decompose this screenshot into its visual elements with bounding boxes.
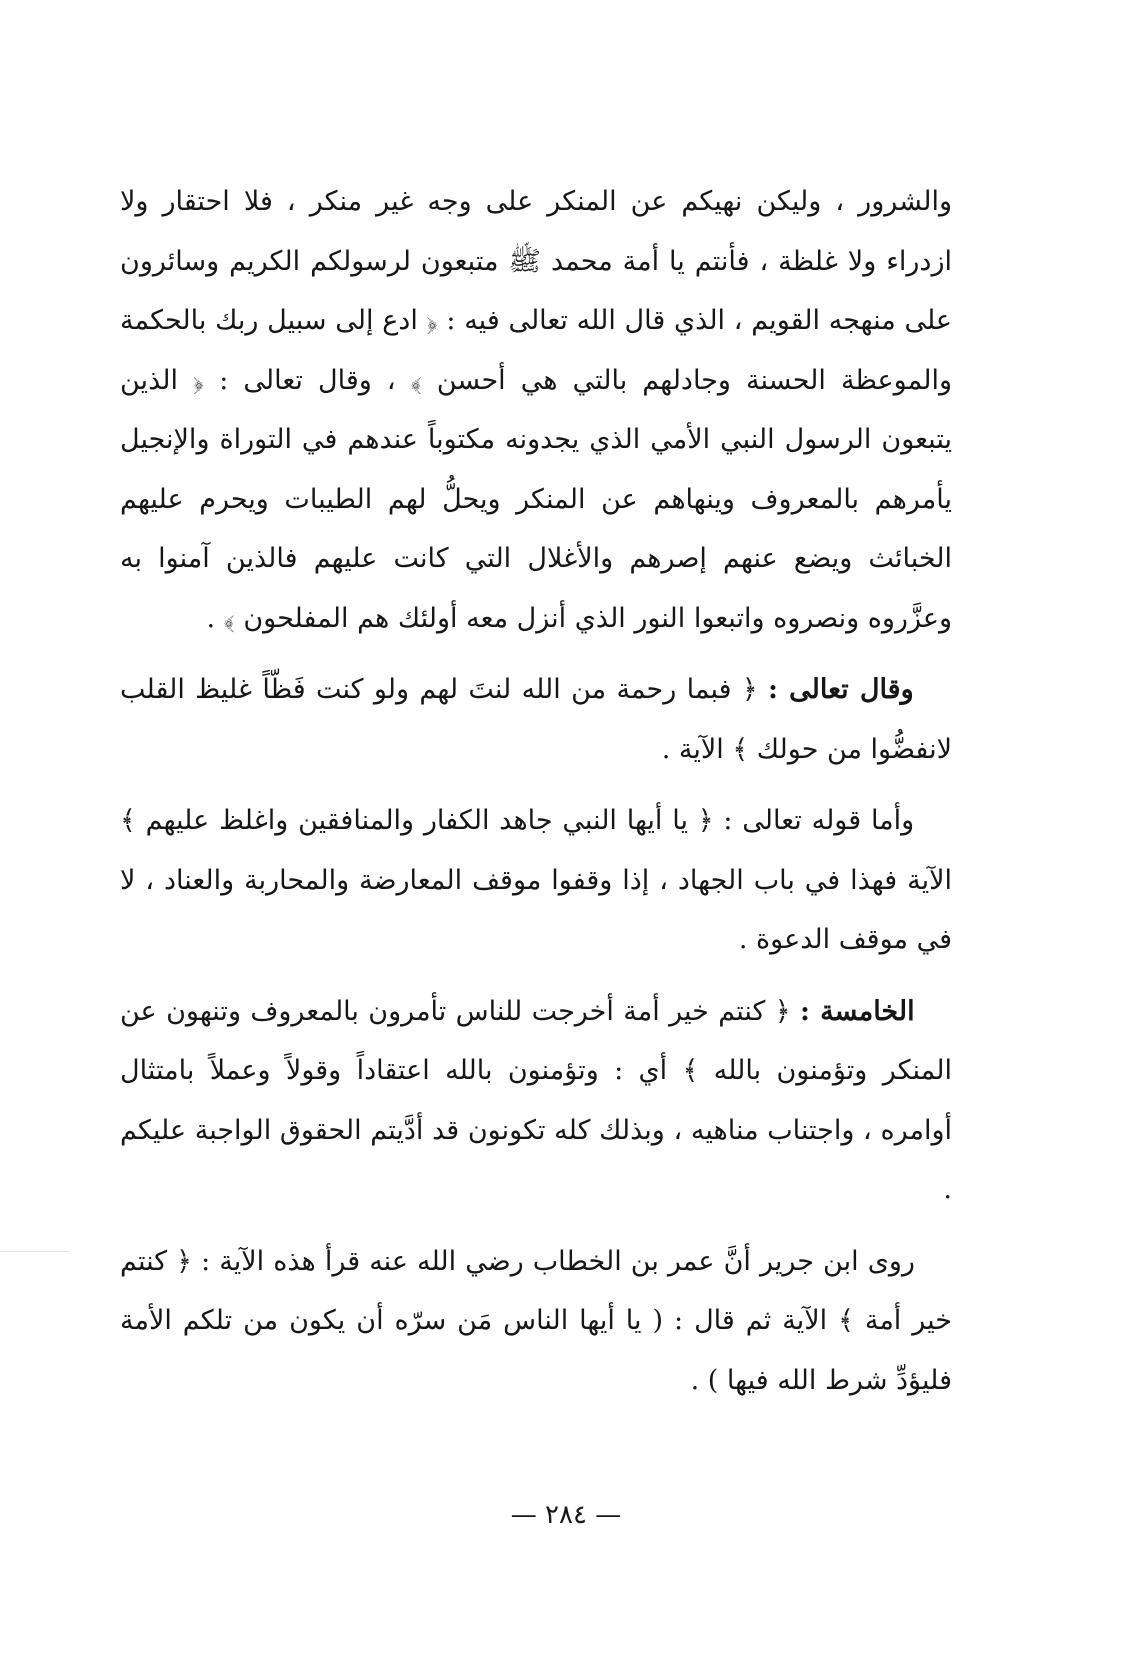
body-text bbox=[120, 172, 952, 1422]
page-number: — ٢٨٤ — bbox=[510, 1500, 622, 1530]
paragraph-2-text: ﴿ فبما رحمة من الله لنتَ لهم ولو كنت فَظّاً غليظ القلب لانفضُّوا من حولك ﴾ الآية . bbox=[120, 674, 952, 765]
paragraph-5-text: روى ابن جرير أنَّ عمر بن الخطاب رضي الله عنه قرأ هذه الآية : ﴿ كنتم خير أمة ﴾ الآية ثم قال : ( يا أيها الناس مَن سرّه أن يكون من تلكم الأمة فليؤدِّ شرط الله فيها ) . bbox=[120, 1245, 952, 1396]
paragraph-2 bbox=[120, 660, 952, 779]
paragraph-3-text: وأما قوله تعالى : ﴿ يا أيها النبي جاهد الكفار والمنافقين واغلظ عليهم ﴾ الآية فهذا في باب الجهاد ، إذا وقفوا موقف المعارضة والمحاربة والعناد ، لا في موقف الدعوة . bbox=[120, 805, 952, 955]
paragraph-2-lead: وقال تعالى : bbox=[768, 674, 914, 705]
paragraph-1-text: والشرور ، وليكن نهيكم عن المنكر على وجه غير منكر ، فلا احتقار ولا ازدراء ولا غلظة ، فأنتم يا أمة محمد ﷺ متبعون لرسولكم الكريم وسائرون على منهجه القويم ، الذي قال الله تعالى فيه : ﴿ ادع إلى سبيل ربك بالحكمة والموعظة الحسنة وجادلهم بالتي هي أحسن ﴾ ، وقال تعالى : ﴿ الذين يتبعون الرسول النبي الأمي الذي يجدونه مكتوباً عندهم في التوراة والإنجيل يأمرهم بالمعروف وينهاهم عن المنكر ويحلُّ لهم الطيبات ويحرم عليهم الخبائث ويضع عنهم إصرهم والأغلال التي كانت عليهم فالذين آمنوا به وعزَّروه ونصروه واتبعوا النور الذي أنزل معه أولئك هم المفلحون ﴾ . bbox=[120, 186, 952, 634]
scan-artifact-line bbox=[0, 1251, 70, 1252]
paragraph-4-text: ﴿ كنتم خير أمة أخرجت للناس تأمرون بالمعروف وتنهون عن المنكر وتؤمنون بالله ﴾ أي : وتؤمنون بالله اعتقاداً وقولاً وعملاً بامتثال أوامره ، واجتناب مناهيه ، وبذلك كله تكونون قد أدَّيتم الحقوق الواجبة عليكم . bbox=[120, 995, 952, 1205]
paragraph-3 bbox=[120, 791, 952, 970]
paragraph-4-lead: الخامسة : bbox=[799, 995, 915, 1027]
paragraph-1 bbox=[120, 172, 952, 648]
paragraph-4 bbox=[120, 982, 952, 1220]
paragraph-5 bbox=[120, 1232, 952, 1411]
